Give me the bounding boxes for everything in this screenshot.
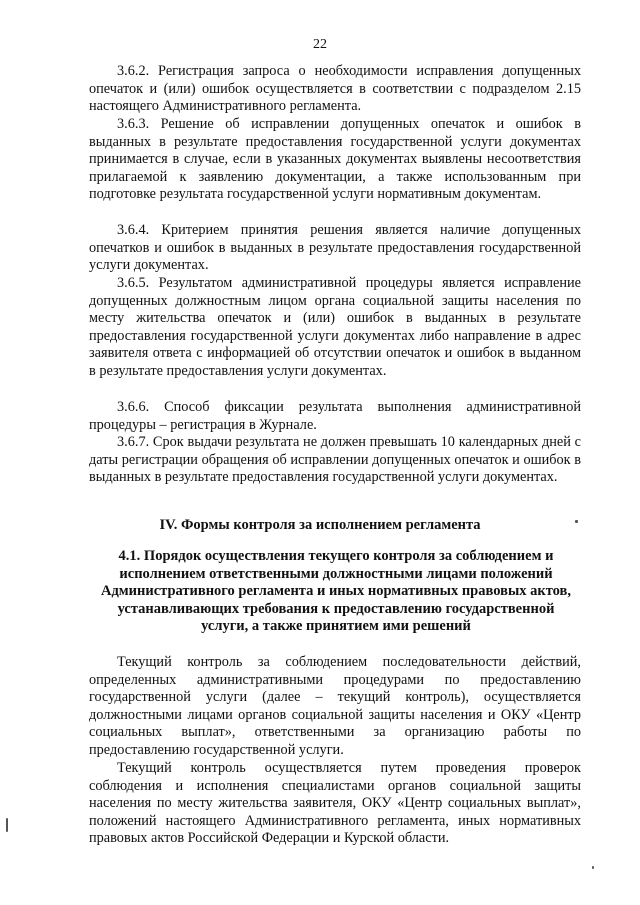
- scan-artifact-mark: [6, 818, 8, 832]
- control-paragraph-2: Текущий контроль осуществляется путем проведения проверок соблюдения и исполнения специалистами органов социальной защиты населения по месту жительства заявителя, ОКУ «Центр социальных выплат», положений настоящего Административного регламента, иных нормативных правовых актов Российской Федерации и Курской области.: [89, 760, 581, 847]
- paragraph-3-6-5: 3.6.5. Результатом административной процедуры является исправление допущенных должностным лицом органа социальной защиты населения по месту жительства опечаток и (или) ошибок в выданных в результате предоставления государственной услуги документах либо направление в адрес заявителя ответа с информацией об отсутствии опечаток и ошибок в выданном в результате предоставления услуги документах.: [89, 275, 581, 379]
- page-number: 22: [313, 37, 327, 52]
- scan-artifact-dot: [592, 866, 594, 869]
- paragraph-3-6-6: 3.6.6. Способ фиксации результата выполнения административной процедуры – регистрация в Журнале.: [89, 399, 581, 433]
- paragraph-3-6-7: 3.6.7. Срок выдачи результата не должен превышать 10 календарных дней с даты регистрации обращения об исправлении допущенных опечаток и ошибок в выданных в результате предоставления государственной услуги документах.: [89, 434, 581, 486]
- section-title: IV. Формы контроля за исполнением регламента: [159, 517, 481, 533]
- paragraph-3-6-4: 3.6.4. Критерием принятия решения является наличие допущенных опечатков и ошибок в выданных в результате предоставления государственной услуги документах.: [89, 222, 581, 274]
- control-paragraph-1: Текущий контроль за соблюдением последовательности действий, определенных административными процедурами по предоставлению государственной услуги (далее – текущий контроль), осуществляется должностными лицами органов социальной защиты населения и ОКУ «Центр социальных выплат», ответственными за организацию работы по предоставлению государственной услуги.: [89, 654, 581, 758]
- paragraph-3-6-3: 3.6.3. Решение об исправлении допущенных опечаток и ошибок в выданных в результате предоставления государственной услуги документах принимается в случае, если в указанных документах выявлены несоответствия прилагаемой к заявлению документации, а также использованным при подготовке результата государственной услуги нормативным документам.: [89, 116, 581, 203]
- subsection-title: 4.1. Порядок осуществления текущего контроля за соблюдением и исполнением ответственными должностными лицами положений Административного регламента и иных нормативных правовых актов, устанавливающих требования к предоставлению государственной услуги, а также принятием ими решений: [100, 548, 572, 635]
- scan-artifact-dot: [575, 520, 578, 523]
- paragraph-3-6-2: 3.6.2. Регистрация запроса о необходимости исправления допущенных опечаток и (или) ошибок осуществляется в соответствии с подразделом 2.15 настоящего Административного регламента.: [89, 63, 581, 115]
